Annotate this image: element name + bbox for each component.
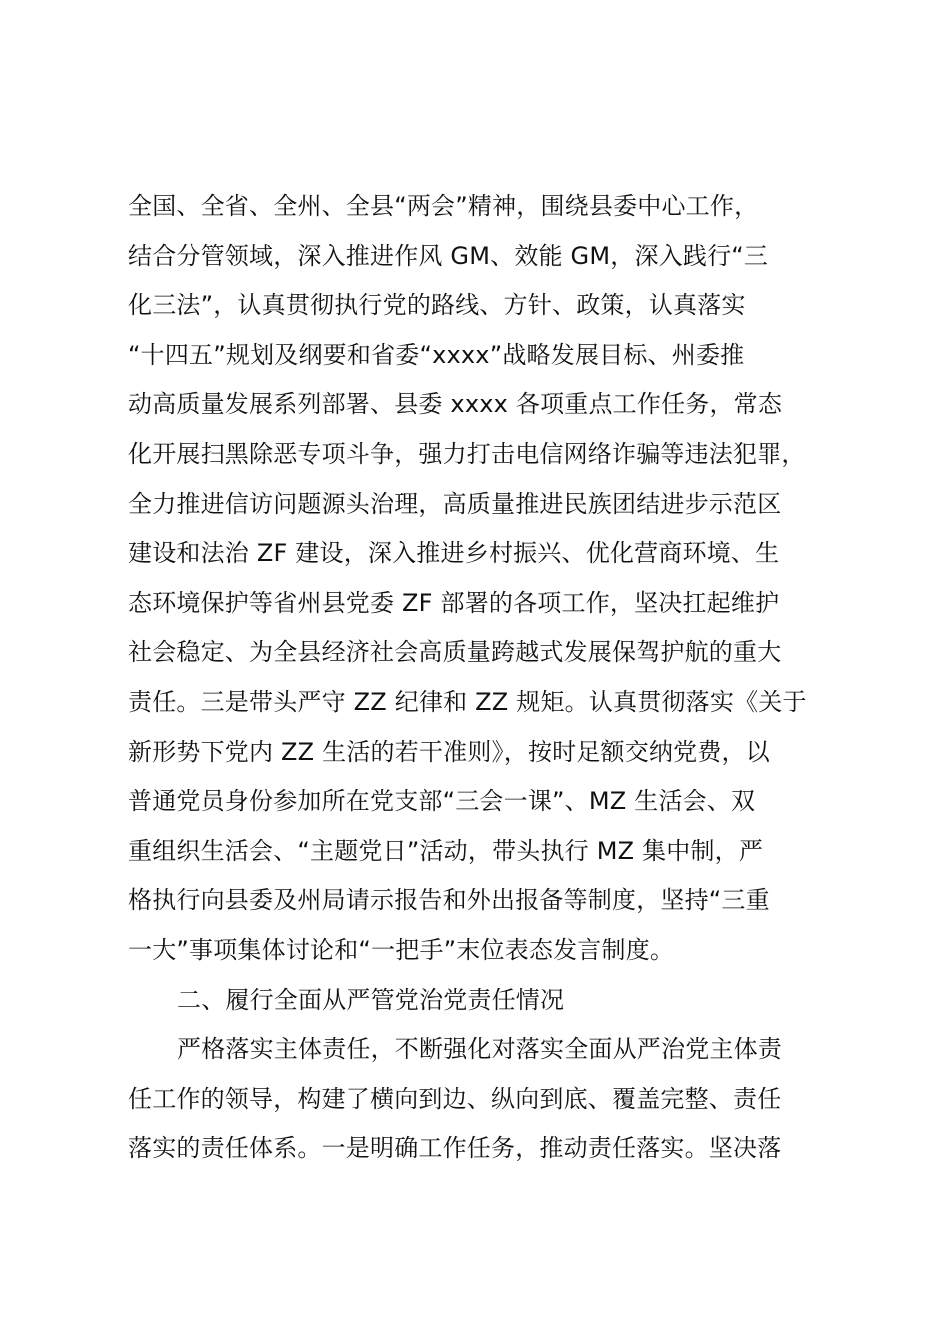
text-line: 任工作的领导，构建了横向到边、纵向到底、覆盖完整、责任 (128, 1084, 782, 1113)
text-line: 结合分管领域，深入推进作风 GM、效能 GM，深入践行“三 (128, 241, 769, 270)
text-line: 态环境保护等省州县党委 ZF 部署的各项工作，坚决扛起维护 (128, 588, 780, 617)
text-line: 社会稳定、为全县经济社会高质量跨越式发展保驾护航的重大 (128, 638, 782, 667)
section-heading: 二、履行全面从严管党治党责任情况 (177, 985, 565, 1014)
text-line: 责任。三是带头严守 ZZ 纪律和 ZZ 规矩。认真贯彻落实《关于 (128, 687, 807, 716)
text-line: 全力推进信访问题源头治理，高质量推进民族团结进步示范区 (128, 489, 782, 518)
text-line: 严格落实主体责任，不断强化对落实全面从严治党主体责 (177, 1035, 782, 1064)
text-line: 全国、全省、全州、全县“两会”精神，围绕县委中心工作， (128, 192, 759, 220)
text-line: 建设和法治 ZF 建设，深入推进乡村振兴、优化营商环境、生 (128, 539, 780, 568)
text-line: 普通党员身份参加所在党支部“三会一课”、MZ 生活会、双 (128, 787, 756, 816)
text-line: 格执行向县委及州局请示报告和外出报备等制度，坚持“三重 (128, 886, 770, 915)
text-line: 一大”事项集体讨论和“一把手”末位表态发言制度。 (128, 935, 675, 964)
text-line: “十四五”规划及纲要和省委“xxxx”战略发展目标、州委推 (128, 340, 745, 369)
text-line: 新形势下党内 ZZ 生活的若干准则》，按时足额交纳党费，以 (128, 737, 770, 766)
text-line: 化开展扫黑除恶专项斗争，强力打击电信网络诈骗等违法犯罪， (128, 439, 806, 468)
text-line: 落实的责任体系。一是明确工作任务，推动责任落实。坚决落 (128, 1134, 782, 1163)
text-line: 动高质量发展系列部署、县委 xxxx 各项重点工作任务，常态 (128, 390, 783, 419)
body-text (128, 182, 848, 1174)
text-line: 重组织生活会、“主题党日”活动，带头执行 MZ 集中制，严 (128, 836, 764, 865)
text-line: 化三法”，认真贯彻执行党的路线、方针、政策，认真落实 (128, 291, 746, 320)
